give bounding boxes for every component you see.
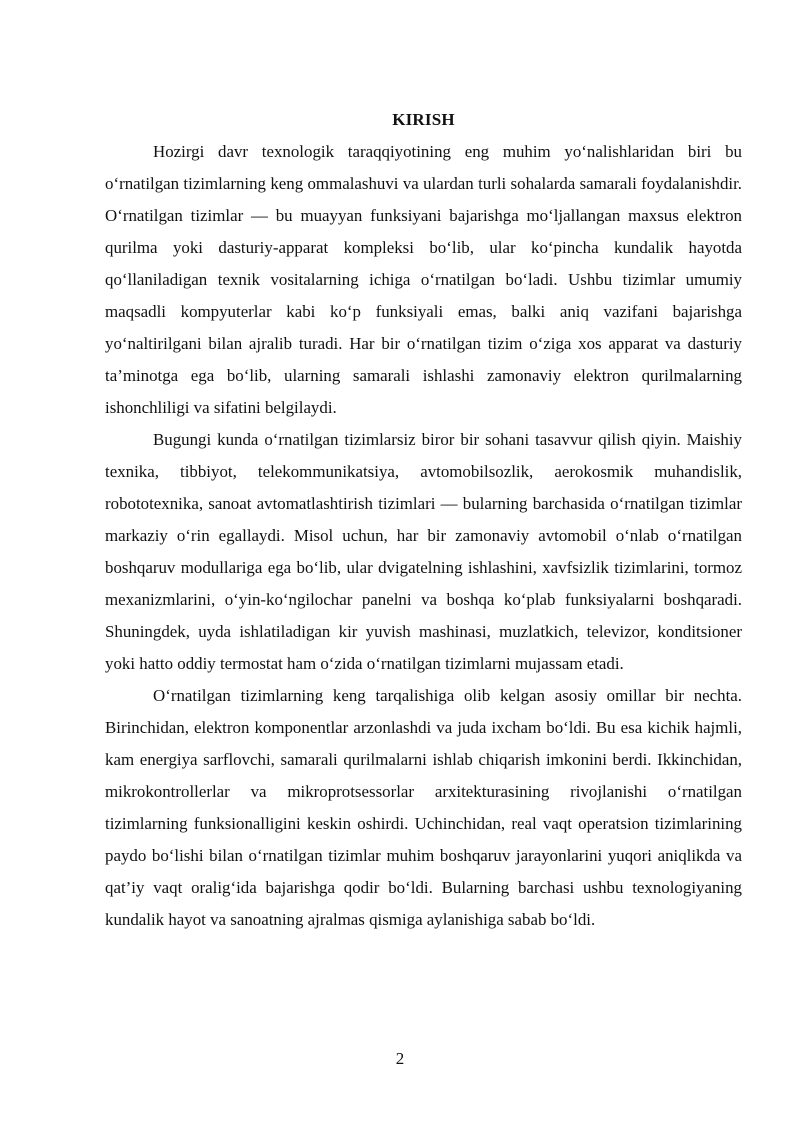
page-number: 2 <box>395 1049 405 1068</box>
page-content <box>105 108 742 936</box>
page-title: KIRISH <box>392 110 455 129</box>
paragraph-3: O‘rnatilgan tizimlarning keng tarqalishiga olib kelgan asosiy omillar bir nechta. Birinchidan, elektron komponentlar arzonlashdi va juda ixcham bo‘ldi. Bu esa kichik hajmli, kam energiya sarflovchi, samarali qurilmalarni ishlab chiqarish imkonini berdi. Ikkinchidan, mikrokontrollerlar va mikroprotsessorlar arxitekturasining rivojlanishi o‘rnatilgan tizimlarning funksionalligini keskin oshirdi. Uchinchidan, real vaqt operatsion tizimlarining paydo bo‘lishi bilan o‘rnatilgan tizimlar muhim boshqaruv jarayonlarini yuqori aniqlikda va qat’iy vaqt oralig‘ida bajarishga qodir bo‘ldi. Bularning barchasi ushbu texnologiyaning kundalik hayot va sanoatning ajralmas qismiga aylanishiga sabab bo‘ldi. <box>105 686 742 929</box>
paragraph-2: Bugungi kunda o‘rnatilgan tizimlarsiz biror bir sohani tasavvur qilish qiyin. Maishiy texnika, tibbiyot, telekommunikatsiya, avtomobilsozlik, aerokosmik muhandislik, robototexnika, sanoat avtomatlashtirish tizimlari — bularning barchasida o‘rnatilgan tizimlar markaziy o‘rin egallaydi. Misol uchun, har bir zamonaviy avtomobil o‘nlab o‘rnatilgan boshqaruv modullariga ega bo‘lib, ular dvigatelning ishlashini, xavfsizlik tizimlarini, tormoz mexanizmlarini, o‘yin-ko‘ngilochar panelni va boshqa ko‘plab funksiyalarni boshqaradi. Shuningdek, uyda ishlatiladigan kir yuvish mashinasi, muzlatkich, televizor, konditsioner yoki hatto oddiy termostat ham o‘zida o‘rnatilgan tizimlarni mujassam etadi. <box>105 430 742 673</box>
paragraph-1: Hozirgi davr texnologik taraqqiyotining eng muhim yo‘nalishlaridan biri bu o‘rnatilgan tizimlarning keng ommalashuvi va ulardan turli sohalarda samarali foydalanishdir. O‘rnatilgan tizimlar — bu muayyan funksiyani bajarishga mo‘ljallangan maxsus elektron qurilma yoki dasturiy-apparat kompleksi bo‘lib, ular ko‘pincha kundalik hayotda qo‘llaniladigan texnik vositalarning ichiga o‘rnatilgan bo‘ladi. Ushbu tizimlar umumiy maqsadli kompyuterlar kabi ko‘p funksiyali emas, balki aniq vazifani bajarishga yo‘naltirilgani bilan ajralib turadi. Har bir o‘rnatilgan tizim o‘ziga xos apparat va dasturiy ta’minotga ega bo‘lib, ularning samarali ishlashi zamonaviy elektron qurilmalarning ishonchliligi va sifatini belgilaydi. <box>105 142 742 417</box>
